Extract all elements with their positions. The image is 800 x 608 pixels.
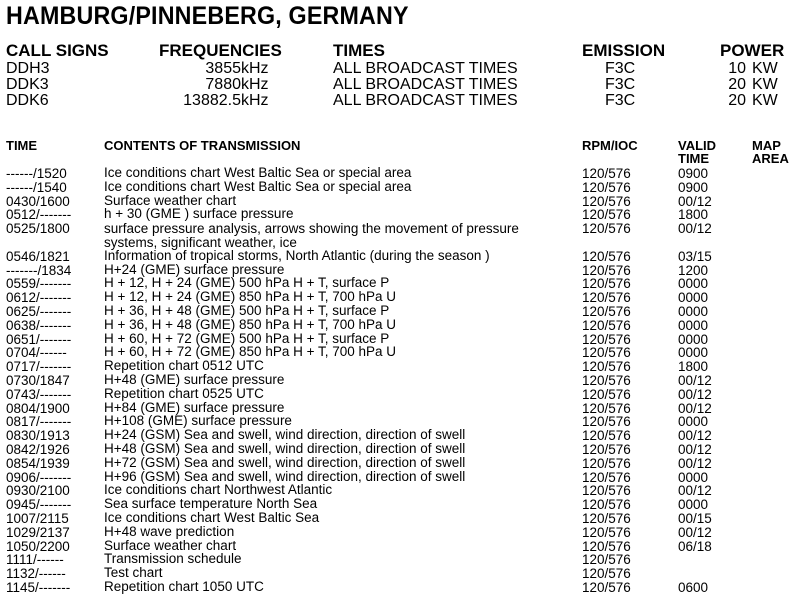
transmission-time: 0743/-------: [6, 386, 72, 402]
map-area-header: [752, 139, 789, 165]
call-sign: DDK6: [6, 92, 49, 109]
emission-value: F3C: [605, 76, 636, 93]
transmission-contents: H+24 (GSM) Sea and swell, wind direction, direction of swell: [104, 427, 466, 443]
rpm-ioc-value: 120/576: [582, 400, 631, 416]
transmission-time: -------/1834: [6, 262, 72, 278]
valid-time-value: 00/15: [678, 511, 712, 526]
transmission-time: 0512/-------: [6, 207, 72, 223]
transmission-time: 0638/-------: [6, 317, 72, 333]
rpm-ioc-value: 120/576: [582, 331, 631, 347]
frequency-unit: kHz: [241, 92, 269, 109]
rpm-ioc-value: 120/576: [582, 248, 631, 264]
valid-time-header-line1: VALID: [678, 138, 717, 153]
transmission-contents: H + 60, H + 72 (GME) 500 hPa H + T, surface P: [104, 330, 390, 346]
valid-time-value: 0000: [678, 276, 709, 292]
valid-time-value: 00/12: [678, 386, 712, 402]
frequency-unit: kHz: [241, 76, 269, 93]
transmission-time: 0559/-------: [6, 276, 72, 292]
rpm-ioc-value: 120/576: [582, 442, 631, 457]
emission-header: EMISSION: [582, 41, 666, 60]
valid-time-value: 0000: [678, 345, 709, 361]
times-header: TIMES: [333, 41, 385, 60]
valid-time-value: 0000: [678, 497, 709, 513]
station-row: [0, 77, 800, 93]
call-sign: DDK3: [6, 76, 49, 93]
contents-line2: systems, significant weather, ice: [104, 234, 297, 250]
transmission-time: 0546/1821: [6, 248, 70, 264]
emission-value: F3C: [605, 60, 636, 77]
power-unit: KW: [752, 60, 778, 77]
station-row: [0, 93, 800, 109]
rpm-ioc-value: 120/576: [582, 290, 631, 306]
call-signs-header: CALL SIGNS: [6, 41, 109, 60]
rpm-ioc-value: 120/576: [582, 511, 631, 526]
transmission-contents: H+24 (GME) surface pressure: [104, 261, 285, 277]
valid-time-value: 00/12: [678, 455, 712, 471]
transmission-time: 0945/-------: [6, 497, 72, 513]
valid-time-value: 06/18: [678, 538, 712, 554]
rpm-ioc-value: 120/576: [582, 359, 631, 375]
map-area-header-line2: AREA: [752, 151, 789, 166]
transmission-contents: Repetition chart 0512 UTC: [104, 358, 264, 374]
transmission-time: 1050/2200: [6, 538, 70, 554]
contents-line1: surface pressure analysis, arrows showing the movement of pressure: [104, 221, 519, 237]
rpm-ioc-value: 120/576: [582, 386, 631, 402]
valid-time-value: 0900: [678, 179, 709, 195]
valid-time-value: 0000: [678, 469, 709, 485]
rpm-ioc-value: 120/576: [582, 538, 631, 554]
transmission-time: 1029/2137: [6, 524, 70, 540]
valid-time-value: 1800: [678, 359, 709, 375]
transmission-time: 0730/1847: [6, 373, 70, 388]
rpm-ioc-value: 120/576: [582, 455, 631, 471]
frequency-value: 13882.5: [183, 92, 241, 109]
station-row: [0, 61, 800, 77]
rpm-ioc-value: 120/576: [582, 483, 631, 499]
rpm-ioc-value: 120/576: [582, 221, 631, 237]
transmission-contents: Surface weather chart: [104, 537, 237, 553]
transmission-contents: H+108 (GME) surface pressure: [104, 413, 292, 429]
rpm-ioc-value: 120/576: [582, 262, 631, 278]
rpm-ioc-value: 120/576: [582, 497, 631, 513]
transmission-contents: Surface weather chart: [104, 192, 237, 208]
rpm-ioc-value: 120/576: [582, 207, 631, 223]
transmission-time: 0525/1800: [6, 221, 70, 237]
frequency-value: 3855: [205, 60, 241, 77]
frequency-value: 7880: [205, 76, 241, 93]
transmission-contents: H+48 (GSM) Sea and swell, wind direction, direction of swell: [104, 441, 466, 456]
valid-time-header: [678, 139, 716, 165]
transmission-time: 0804/1900: [6, 400, 70, 416]
power-unit: KW: [752, 76, 778, 93]
transmission-contents: [104, 222, 519, 249]
contents-header: CONTENTS OF TRANSMISSION: [104, 138, 301, 153]
call-sign: DDH3: [6, 60, 50, 77]
power-value: 10: [728, 60, 746, 77]
transmission-time: 0906/-------: [6, 469, 72, 485]
power-unit: KW: [752, 92, 778, 109]
transmission-contents: H+96 (GSM) Sea and swell, wind direction, direction of swell: [104, 468, 466, 484]
transmission-time: 0842/1926: [6, 442, 70, 457]
page-title: HAMBURG/PINNEBERG, GERMANY: [6, 2, 409, 30]
transmission-contents: Ice conditions chart West Baltic Sea or special area: [104, 165, 412, 180]
valid-time-value: 0900: [678, 166, 709, 181]
valid-time-value: 0600: [678, 580, 709, 595]
stations-header: [0, 42, 800, 60]
schedule-row: [0, 221, 800, 250]
transmission-contents: Information of tropical storms, North Atlantic (during the season ): [104, 247, 490, 263]
rpm-ioc-value: 120/576: [582, 193, 631, 209]
transmission-contents: Test chart: [104, 565, 163, 581]
transmission-contents: H + 60, H + 72 (GME) 850 hPa H + T, 700 hPa U: [104, 344, 397, 360]
transmission-contents: H + 36, H + 48 (GME) 500 hPa H + T, surface P: [104, 303, 390, 318]
power-value: 20: [728, 92, 746, 109]
emission-value: F3C: [605, 92, 636, 109]
transmission-contents: Ice conditions chart West Baltic Sea: [104, 510, 320, 525]
transmission-time: 0830/1913: [6, 428, 70, 444]
rpm-ioc-value: 120/576: [582, 345, 631, 361]
valid-time-value: 00/12: [678, 442, 712, 457]
valid-time-value: 1200: [678, 262, 709, 278]
transmission-contents: H+48 (GME) surface pressure: [104, 372, 285, 387]
broadcast-times: ALL BROADCAST TIMES: [333, 60, 518, 77]
power-header: POWER: [720, 41, 785, 60]
transmission-time: 0854/1939: [6, 455, 70, 471]
frequencies-header: FREQUENCIES: [159, 41, 282, 60]
valid-time-value: 00/12: [678, 221, 712, 237]
valid-time-value: 00/12: [678, 524, 712, 540]
transmission-time: 1132/------: [6, 566, 66, 582]
transmission-time: 0704/------: [6, 345, 67, 361]
valid-time-value: 0000: [678, 414, 709, 430]
power-value: 20: [728, 76, 746, 93]
time-header: TIME: [6, 138, 38, 153]
valid-time-value: 0000: [678, 317, 709, 333]
frequency-unit: kHz: [241, 60, 269, 77]
transmission-contents: H + 36, H + 48 (GME) 850 hPa H + T, 700 hPa U: [104, 316, 397, 332]
rpm-ioc-value: 120/576: [582, 566, 631, 582]
transmission-contents: Transmission schedule: [104, 551, 242, 567]
transmission-time: 0930/2100: [6, 483, 70, 499]
transmission-contents: h + 30 (GME ) surface pressure: [104, 206, 294, 222]
valid-time-value: 1800: [678, 207, 709, 223]
rpm-ioc-value: 120/576: [582, 414, 631, 430]
transmission-contents: Ice conditions chart West Baltic Sea or special area: [104, 178, 412, 194]
valid-time-value: 00/12: [678, 428, 712, 444]
transmission-time: 0612/-------: [6, 290, 72, 306]
transmission-contents: Repetition chart 1050 UTC: [104, 579, 264, 594]
rpm-ioc-value: 120/576: [582, 166, 631, 181]
rpm-ioc-value: 120/576: [582, 524, 631, 540]
valid-time-value: 00/12: [678, 483, 712, 499]
rpm-ioc-value: 120/576: [582, 552, 631, 568]
broadcast-times: ALL BROADCAST TIMES: [333, 92, 518, 109]
valid-time-value: 0000: [678, 290, 709, 306]
rpm-ioc-value: 120/576: [582, 428, 631, 444]
valid-time-value: 0000: [678, 331, 709, 347]
transmission-time: 0625/-------: [6, 304, 72, 319]
valid-time-value: 0000: [678, 304, 709, 319]
rpm-ioc-value: 120/576: [582, 304, 631, 319]
rpm-ioc-value: 120/576: [582, 276, 631, 292]
transmission-contents: Repetition chart 0525 UTC: [104, 385, 264, 401]
transmission-contents: H + 12, H + 24 (GME) 500 hPa H + T, surface P: [104, 275, 390, 291]
transmission-time: 1145/-------: [6, 580, 71, 595]
transmission-time: 1111/------: [6, 552, 64, 568]
transmission-contents: H + 12, H + 24 (GME) 850 hPa H + T, 700 hPa U: [104, 289, 397, 305]
transmission-time: 1007/2115: [6, 511, 69, 526]
transmission-time: ------/1520: [6, 166, 67, 181]
map-area-header-line1: MAP: [752, 138, 781, 153]
transmission-time: 0817/-------: [6, 414, 72, 430]
transmission-contents: Sea surface temperature North Sea: [104, 496, 318, 512]
valid-time-value: 00/12: [678, 193, 712, 209]
transmission-contents: H+72 (GSM) Sea and swell, wind direction, direction of swell: [104, 454, 466, 470]
transmission-contents: H+48 wave prediction: [104, 523, 235, 539]
transmission-time: 0651/-------: [6, 331, 72, 347]
transmission-contents: Ice conditions chart Northwest Atlantic: [104, 482, 333, 498]
schedule-row: [0, 581, 800, 595]
valid-time-value: 00/12: [678, 400, 712, 416]
rpm-ioc-value: 120/576: [582, 373, 631, 388]
transmission-time: ------/1540: [6, 179, 67, 195]
rpm-ioc-value: 120/576: [582, 317, 631, 333]
valid-time-value: 03/15: [678, 248, 712, 264]
transmission-time: 0717/-------: [6, 359, 72, 375]
rpm-ioc-value: 120/576: [582, 469, 631, 485]
valid-time-value: 00/12: [678, 373, 712, 388]
rpm-ioc-value: 120/576: [582, 179, 631, 195]
rpm-ioc-header: RPM/IOC: [582, 138, 638, 153]
transmission-contents: H+84 (GME) surface pressure: [104, 399, 285, 415]
broadcast-times: ALL BROADCAST TIMES: [333, 76, 518, 93]
valid-time-header-line2: TIME: [678, 151, 710, 166]
transmission-time: 0430/1600: [6, 193, 70, 209]
rpm-ioc-value: 120/576: [582, 580, 631, 595]
